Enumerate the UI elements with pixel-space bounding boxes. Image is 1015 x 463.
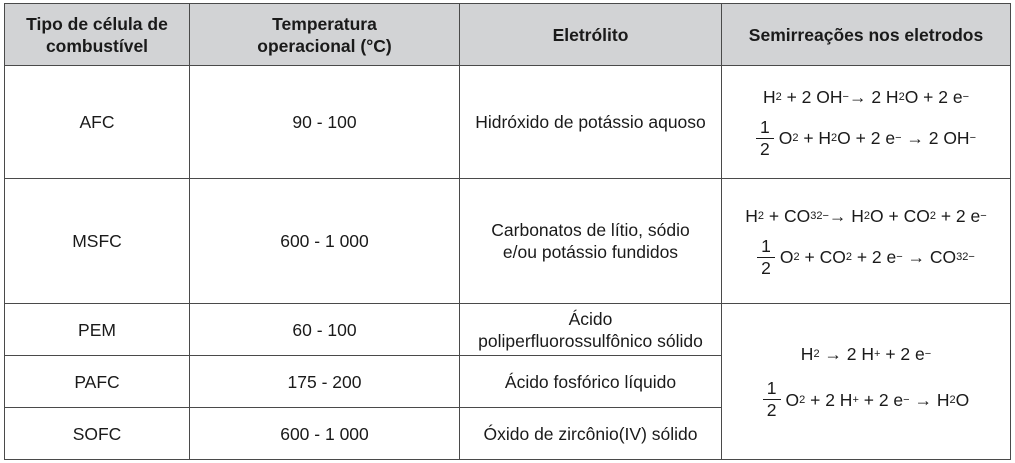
equation-part: O — [955, 389, 970, 410]
equation-part: O — [778, 128, 793, 148]
equation-part: + 2 OH — [781, 86, 843, 107]
header-temp-line2: operacional (°C) — [257, 35, 392, 56]
cell-temperature: 60 - 100 — [190, 304, 460, 356]
electrolyte-line: Ácido fosfórico líquido — [504, 371, 677, 392]
cell-temperature: 175 - 200 — [190, 356, 460, 408]
equation-part: O + 2 e — [837, 128, 896, 148]
cell-electrolyte — [460, 66, 722, 179]
electrolyte-line-1: Carbonatos de lítio, sódio — [491, 220, 690, 240]
electrolyte-line: Hidróxido de potássio aquoso — [475, 112, 706, 132]
table-row-pem — [5, 304, 1011, 356]
equation-part: → H — [909, 389, 950, 410]
table-row-msfc — [5, 179, 1011, 304]
equation-part: O + CO — [870, 205, 930, 226]
equation-part: O — [785, 389, 800, 410]
fraction-numerator: 1 — [759, 116, 770, 137]
equation-part: H — [762, 86, 776, 107]
equation-part: → 2 OH — [901, 128, 970, 148]
equation-part: H — [800, 344, 814, 364]
equation-part: + 2 e — [851, 247, 897, 267]
anode-equation: H 2 + CO 3 2− → H 2 O + CO 2 + 2 e − — [745, 205, 987, 226]
cell-type: SOFC — [5, 408, 190, 460]
electrolyte-line-1: Ácido — [568, 308, 613, 329]
anode-equation: H 2 + 2 OH − → 2 H 2 O + 2 e − — [762, 86, 970, 107]
cell-temperature: 600 - 1 000 — [190, 408, 460, 460]
cell-type: PAFC — [5, 356, 190, 408]
header-half-reactions: Semirreações nos eletrodos — [748, 24, 984, 45]
cell-type: AFC — [5, 66, 190, 179]
table-row-afc — [5, 66, 1011, 179]
fraction-denominator: 2 — [756, 138, 774, 159]
header-type-line1: Tipo de célula de — [26, 13, 168, 34]
header-cell-type — [5, 4, 190, 66]
electrolyte-line-2: poliperfluorossulfônico sólido — [478, 330, 703, 351]
equation-part: + 2 e — [935, 205, 981, 226]
cell-type: PEM — [5, 304, 190, 356]
header-temp-line1: Temperatura — [272, 13, 377, 34]
fraction-denominator: 2 — [763, 399, 781, 420]
anode-equation: H 2 → 2 H + + 2 e − — [800, 344, 932, 364]
cathode-equation: $\frac{1}{2}$ O 2 + 2 H + + 2 e − → H 2 O — [728, 379, 1004, 420]
equation-part: → 2 H — [848, 86, 899, 107]
header-cell-half-reactions — [722, 4, 1011, 66]
equation-part: H — [745, 205, 758, 226]
equation-part: + 2 e — [858, 389, 904, 410]
cathode-equation: $\frac{1}{2}$ O 2 + H 2 O + 2 e − → 2 OH − — [728, 118, 1004, 159]
equation-part: → 2 H — [819, 344, 875, 364]
fuel-cell-table — [4, 3, 1011, 460]
header-row — [5, 4, 1011, 66]
cell-electrolyte — [460, 356, 722, 408]
fraction-one-half — [763, 379, 781, 420]
fraction-numerator: 1 — [766, 378, 777, 398]
equation-part: + CO — [799, 247, 846, 267]
equation-part: + H — [798, 128, 832, 148]
equation-part: + 2 H — [805, 389, 853, 410]
fraction-one-half — [756, 118, 774, 159]
fraction-numerator: 1 — [761, 235, 771, 256]
header-electrolyte: Eletrólito — [552, 24, 629, 45]
equation-part: O + 2 e — [904, 86, 963, 107]
cell-electrolyte — [460, 304, 722, 356]
equation-part: + 2 e — [880, 344, 925, 364]
electrolyte-line-2: e/ou potássio fundidos — [502, 242, 679, 262]
equation-part: O — [779, 247, 794, 267]
fraction-denominator: 2 — [757, 257, 775, 278]
cell-type: MSFC — [5, 179, 190, 304]
equation-part: → H — [828, 205, 864, 226]
cell-half-reactions — [722, 66, 1011, 179]
header-cell-temperature — [190, 4, 460, 66]
cell-temperature: 600 - 1 000 — [190, 179, 460, 304]
cell-electrolyte — [460, 179, 722, 304]
electrolyte-line: Óxido de zircônio(IV) sólido — [483, 423, 698, 444]
cell-temperature: 90 - 100 — [190, 66, 460, 179]
header-cell-electrolyte — [460, 4, 722, 66]
equation-part: + CO — [764, 205, 811, 226]
cell-half-reactions-shared — [722, 304, 1011, 460]
cell-half-reactions — [722, 179, 1011, 304]
cathode-equation: $\frac{1}{2}$ O 2 + CO 2 + 2 e − → CO 3 2− — [728, 237, 1004, 278]
equation-part: → CO — [902, 247, 957, 267]
header-type-line2: combustível — [45, 35, 149, 56]
fraction-one-half — [757, 237, 775, 278]
cell-electrolyte — [460, 408, 722, 460]
